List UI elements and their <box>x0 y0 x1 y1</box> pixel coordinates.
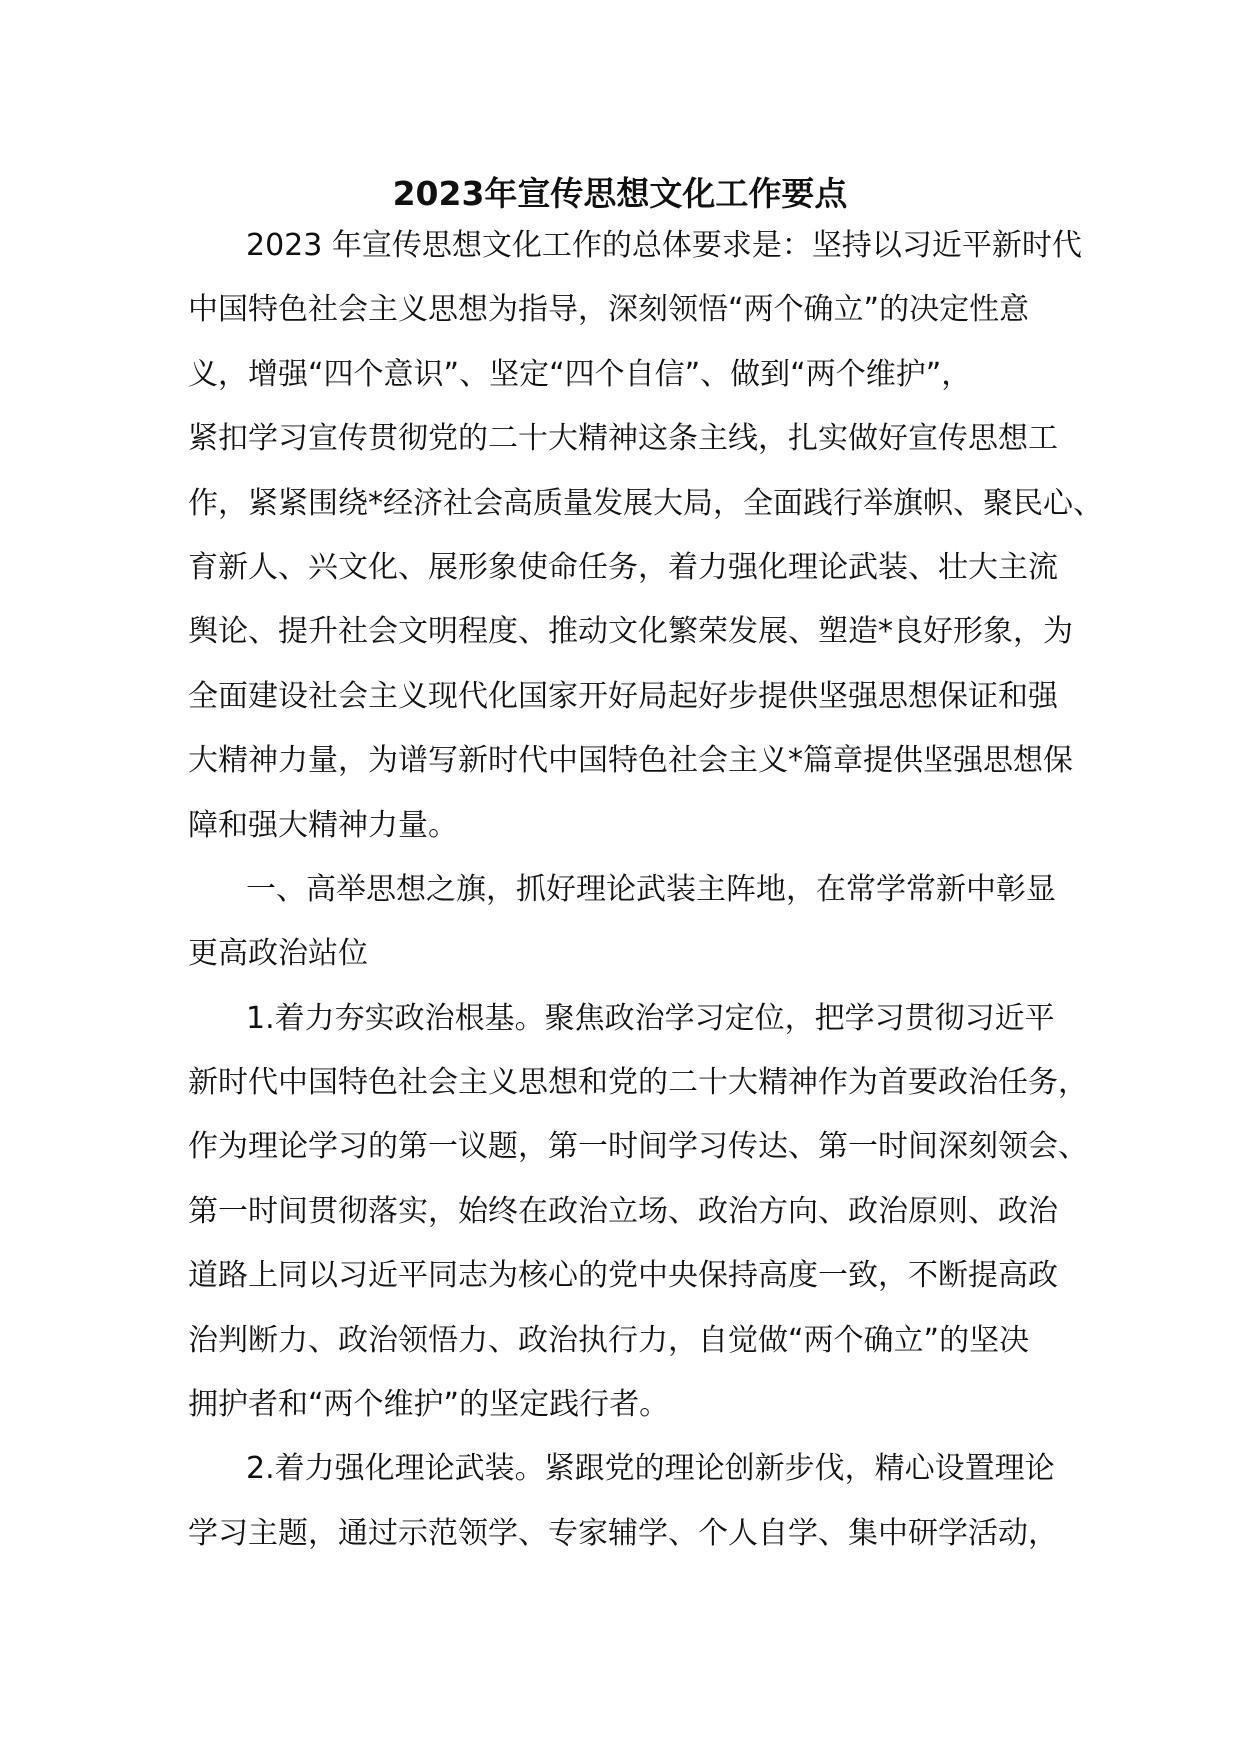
text-line: 作，紧紧围绕*经济社会高质量发展大局，全面践行举旗帜、聚民心、 <box>188 485 1103 521</box>
text-line: 中国特色社会主义思想为指导，深刻领悟“两个确立”的决定性意 <box>188 292 1030 328</box>
text-line: 大精神力量，为谱写新时代中国特色社会主义*篇章提供坚强思想保 <box>188 743 1073 779</box>
text-line: 2023 年宣传思想文化工作的总体要求是：坚持以习近平新时代 <box>246 228 1082 263</box>
text-line: 更高政治站位 <box>188 936 368 972</box>
text-line: 全面建设社会主义现代化国家开好局起好步提供坚强思想保证和强 <box>188 678 1058 714</box>
text-line: 障和强大精神力量。 <box>188 807 458 843</box>
text-line: 育新人、兴文化、展形象使命任务，着力强化理论武装、壮大主流 <box>188 549 1058 585</box>
text-line: 义，增强“四个意识”、坚定“四个自信”、做到“两个维护”， <box>188 356 972 392</box>
document-body <box>188 214 1103 1566</box>
text-line: 拥护者和“两个维护”的坚定践行者。 <box>188 1387 670 1423</box>
text-line: 新时代中国特色社会主义思想和党的二十大精神作为首要政治任务， <box>188 1065 1088 1101</box>
text-line: 紧扣学习宣传贯彻党的二十大精神这条主线，扎实做好宣传思想工 <box>188 421 1058 457</box>
text-line: 治判断力、政治领悟力、政治执行力，自觉做“两个确立”的坚决 <box>188 1322 1030 1358</box>
text-line: 作为理论学习的第一议题，第一时间学习传达、第一时间深刻领会、 <box>188 1129 1088 1165</box>
text-line: 舆论、提升社会文明程度、推动文化繁荣发展、塑造*良好形象，为 <box>188 614 1073 650</box>
text-line: 道路上同以习近平同志为核心的党中央保持高度一致，不断提高政 <box>188 1258 1058 1294</box>
text-line: 1.着力夯实政治根基。聚焦政治学习定位，把学习贯彻习近平 <box>246 1000 1055 1036</box>
text-line: 一、高举思想之旗，抓好理论武装主阵地，在常学常新中彰显 <box>246 871 1056 907</box>
text-line: 第一时间贯彻落实，始终在政治立场、政治方向、政治原则、政治 <box>188 1193 1058 1229</box>
text-line: 2.着力强化理论武装。紧跟党的理论创新步伐，精心设置理论 <box>246 1451 1055 1487</box>
document-title: 2023年宣传思想文化工作要点 <box>392 174 848 213</box>
text-line: 学习主题，通过示范领学、专家辅学、个人自学、集中研学活动， <box>188 1515 1058 1551</box>
